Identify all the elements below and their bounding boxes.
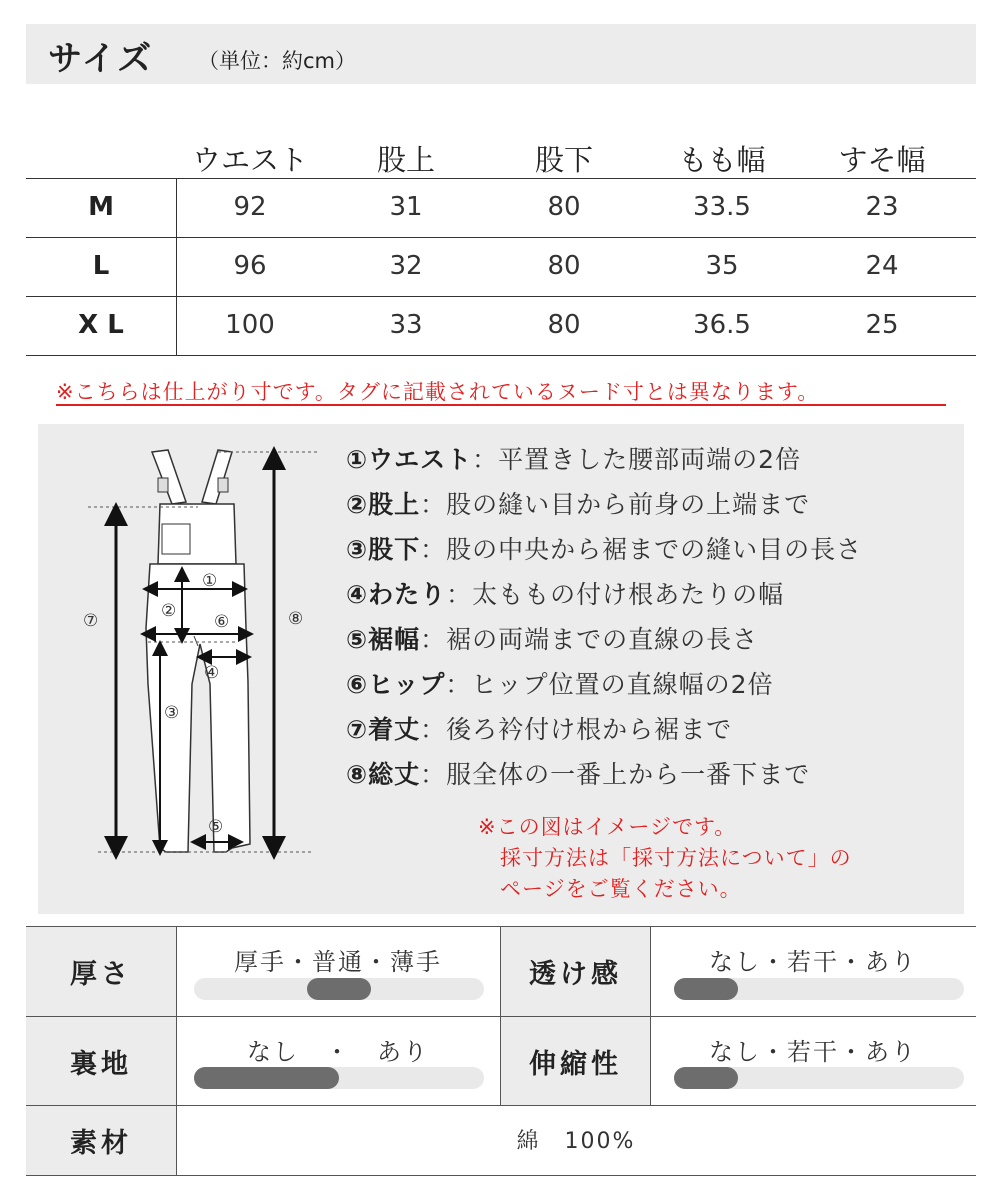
- section-header: [26, 24, 976, 84]
- table-divider: [26, 237, 976, 238]
- legend-total-length: [346, 755, 810, 791]
- legend-inseam: [346, 530, 862, 566]
- stretch-options: なし・若干・あり: [709, 1038, 917, 1066]
- col-header-inseam: 股下: [534, 143, 593, 177]
- table-cell: 80: [547, 310, 581, 340]
- marker-4: ④: [204, 663, 220, 683]
- legend-desc: ：太ももの付け根あたりの幅: [446, 580, 785, 609]
- table-cell: 36.5: [693, 310, 751, 340]
- legend-label: ③股下: [346, 535, 421, 564]
- legend-desc: ：平置きした腰部両端の2倍: [472, 445, 802, 474]
- table-cell: 25: [865, 310, 899, 340]
- col-header-hem: すそ幅: [838, 143, 926, 177]
- marker-8: ⑧: [288, 609, 304, 629]
- table-cell: 31: [389, 192, 423, 222]
- table-cell: 92: [233, 192, 267, 222]
- thickness-label: 厚さ: [26, 927, 176, 1016]
- table-divider: [26, 296, 976, 297]
- lining-bar: [194, 1067, 484, 1089]
- legend-label: ⑤裾幅: [346, 625, 421, 654]
- table-cell: 23: [865, 192, 899, 222]
- legend-waist: [346, 440, 801, 476]
- legend-label: ①ウエスト: [346, 445, 473, 474]
- thickness-bar-fill: [307, 978, 371, 1000]
- diagram-note-line: ページをご覧ください。: [500, 877, 742, 901]
- stretch-label: 伸縮性: [501, 1017, 650, 1105]
- table-cell: 24: [865, 251, 899, 281]
- marker-7: ⑦: [83, 611, 99, 631]
- table-cell: 100: [225, 310, 275, 340]
- legend-hip: [346, 665, 774, 701]
- diagram-note-line: ※この図はイメージです。: [478, 815, 737, 839]
- unit-label: （単位：約cm）: [198, 49, 357, 73]
- table-cell: 96: [233, 251, 267, 281]
- sheerness-label: 透け感: [501, 927, 650, 1016]
- legend-length: [346, 710, 732, 746]
- col-header-rise: 股上: [376, 143, 435, 177]
- stretch-bar-fill: [674, 1067, 738, 1089]
- row-label-xl: X L: [78, 310, 124, 340]
- marker-6: ⑥: [214, 612, 230, 632]
- legend-label: ④わたり: [346, 580, 447, 609]
- legend-hem: [346, 620, 758, 656]
- table-divider: [26, 178, 976, 179]
- legend-label: ⑧総丈: [346, 760, 421, 789]
- table-cell: 33.5: [693, 192, 751, 222]
- legend-desc: ：服全体の一番上から一番下まで: [420, 760, 811, 789]
- thickness-bar: [194, 978, 484, 1000]
- legend-rise: [346, 485, 810, 521]
- marker-2: ②: [161, 601, 177, 621]
- finished-size-note: ※こちらは仕上がり寸です。タグに記載されているヌード寸とは異なります。: [56, 380, 820, 404]
- marker-1: ①: [202, 571, 218, 591]
- legend-label: ⑦着丈: [346, 715, 421, 744]
- section-title: サイズ: [48, 39, 154, 79]
- sheerness-bar-fill: [674, 978, 738, 1000]
- legend-desc: ：後ろ衿付け根から裾まで: [420, 715, 733, 744]
- material-label: 素材: [26, 1106, 176, 1175]
- table-divider: [26, 355, 976, 356]
- table-cell: 80: [547, 192, 581, 222]
- legend-desc: ：裾の両端までの直線の長さ: [420, 625, 759, 654]
- sheerness-bar: [674, 978, 964, 1000]
- row-label-m: M: [88, 192, 114, 222]
- diagram-note: [478, 812, 852, 905]
- material-value: 綿 100%: [516, 1129, 636, 1154]
- diagram-note-line: 採寸方法は「採寸方法について」の: [500, 846, 852, 870]
- note-underline: [56, 404, 946, 406]
- marker-5: ⑤: [208, 817, 224, 837]
- lining-bar-fill: [194, 1067, 339, 1089]
- lining-options: なし ・ あり: [247, 1038, 429, 1066]
- table-divider: [26, 1175, 976, 1176]
- legend-desc: ：股の縫い目から前身の上端まで: [420, 490, 811, 519]
- table-cell: 33: [389, 310, 423, 340]
- table-cell: 35: [705, 251, 739, 281]
- legend-label: ②股上: [346, 490, 421, 519]
- col-header-waist: ウエスト: [191, 143, 308, 177]
- measurement-diagram: [38, 424, 964, 914]
- table-cell: 32: [389, 251, 423, 281]
- stretch-bar: [674, 1067, 964, 1089]
- legend-desc: ：ヒップ位置の直線幅の2倍: [445, 670, 774, 699]
- thickness-options: 厚手・普通・薄手: [234, 948, 442, 976]
- legend-thigh: [346, 575, 784, 611]
- col-header-thigh: もも幅: [678, 143, 766, 177]
- property-table: [26, 926, 976, 1176]
- sheerness-options: なし・若干・あり: [709, 948, 917, 976]
- table-cell: 80: [547, 251, 581, 281]
- legend-label: ⑥ヒップ: [346, 670, 446, 699]
- legend-desc: ：股の中央から裾までの縫い目の長さ: [420, 535, 863, 564]
- marker-3: ③: [164, 703, 180, 723]
- row-label-l: L: [92, 251, 110, 281]
- lining-label: 裏地: [26, 1017, 176, 1105]
